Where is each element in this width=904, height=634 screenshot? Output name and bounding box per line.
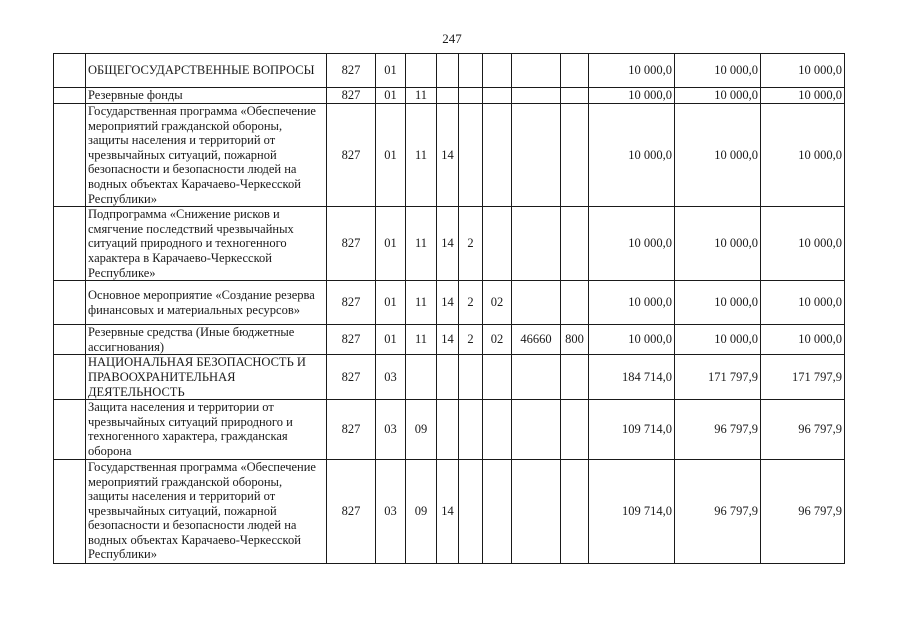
code-cell: 11 (406, 104, 437, 207)
table-row (54, 54, 845, 88)
amount-cell: 96 797,9 (761, 400, 845, 459)
code-cell (483, 355, 512, 400)
table-row (54, 207, 845, 281)
code-cell (437, 54, 459, 88)
amount-cell: 10 000,0 (675, 281, 761, 325)
code-cell (561, 104, 589, 207)
code-cell: 09 (406, 459, 437, 563)
code-cell: 827 (327, 54, 376, 88)
amount-cell: 10 000,0 (589, 281, 675, 325)
item-name-cell: Резервные средства (Иные бюджетные ассигнования) (86, 325, 327, 355)
code-cell (459, 54, 483, 88)
code-cell: 01 (376, 281, 406, 325)
code-cell: 14 (437, 281, 459, 325)
code-cell (561, 207, 589, 281)
code-cell: 2 (459, 325, 483, 355)
amount-cell: 10 000,0 (675, 88, 761, 104)
code-cell: 01 (376, 104, 406, 207)
amount-cell: 10 000,0 (589, 54, 675, 88)
code-cell: 11 (406, 281, 437, 325)
code-cell: 827 (327, 281, 376, 325)
item-name-cell: Государственная программа «Обеспечение мероприятий гражданской обороны, защиты населения и территорий от чрезвычайных ситуаций, пожарной безопасности и безопасности людей на водных объектах Карачаево-Черкесской Республики» (86, 459, 327, 563)
item-name-cell: Государственная программа «Обеспечение мероприятий гражданской обороны, защиты населения и территорий от чрезвычайных ситуаций, пожарной безопасности и безопасности людей на водных объектах Карачаево-Черкесской Республики» (86, 104, 327, 207)
code-cell (483, 54, 512, 88)
code-cell: 14 (437, 207, 459, 281)
amount-cell: 96 797,9 (675, 459, 761, 563)
table-row (54, 104, 845, 207)
code-cell: 2 (459, 281, 483, 325)
code-cell (483, 88, 512, 104)
amount-cell: 10 000,0 (675, 207, 761, 281)
code-cell: 14 (437, 325, 459, 355)
code-cell: 827 (327, 459, 376, 563)
item-name-cell: Основное мероприятие «Создание резерва финансовых и материальных ресурсов» (86, 281, 327, 325)
code-cell (437, 355, 459, 400)
code-cell (483, 400, 512, 459)
item-name-cell: ОБЩЕГОСУДАРСТВЕННЫЕ ВОПРОСЫ (86, 54, 327, 88)
code-cell (437, 400, 459, 459)
row-number-cell (54, 54, 86, 88)
amount-cell: 10 000,0 (761, 281, 845, 325)
code-cell (483, 459, 512, 563)
code-cell (483, 104, 512, 207)
code-cell (512, 207, 561, 281)
amount-cell: 171 797,9 (761, 355, 845, 400)
code-cell (512, 88, 561, 104)
code-cell (483, 207, 512, 281)
code-cell: 827 (327, 400, 376, 459)
code-cell (512, 355, 561, 400)
code-cell (406, 54, 437, 88)
amount-cell: 10 000,0 (761, 88, 845, 104)
table-row (54, 400, 845, 459)
amount-cell: 109 714,0 (589, 400, 675, 459)
code-cell (512, 400, 561, 459)
code-cell (561, 281, 589, 325)
code-cell: 46660 (512, 325, 561, 355)
code-cell (459, 88, 483, 104)
code-cell: 01 (376, 325, 406, 355)
row-number-cell (54, 355, 86, 400)
row-number-cell (54, 88, 86, 104)
table-row (54, 325, 845, 355)
row-number-cell (54, 459, 86, 563)
code-cell: 827 (327, 355, 376, 400)
code-cell (459, 400, 483, 459)
code-cell: 09 (406, 400, 437, 459)
amount-cell: 10 000,0 (589, 88, 675, 104)
amount-cell: 96 797,9 (761, 459, 845, 563)
amount-cell: 96 797,9 (675, 400, 761, 459)
item-name-cell: НАЦИОНАЛЬНАЯ БЕЗОПАСНОСТЬ И ПРАВООХРАНИТЕЛЬНАЯ ДЕЯТЕЛЬНОСТЬ (86, 355, 327, 400)
code-cell: 14 (437, 104, 459, 207)
code-cell (459, 459, 483, 563)
item-name-cell: Резервные фонды (86, 88, 327, 104)
code-cell (512, 54, 561, 88)
row-number-cell (54, 281, 86, 325)
row-number-cell (54, 104, 86, 207)
code-cell: 11 (406, 88, 437, 104)
budget-table (53, 53, 845, 564)
code-cell: 01 (376, 54, 406, 88)
table-row (54, 355, 845, 400)
code-cell (437, 88, 459, 104)
amount-cell: 10 000,0 (675, 54, 761, 88)
code-cell (561, 54, 589, 88)
amount-cell: 10 000,0 (761, 54, 845, 88)
amount-cell: 10 000,0 (761, 104, 845, 207)
item-name-cell: Защита населения и территории от чрезвычайных ситуаций природного и техногенного характера, гражданская оборона (86, 400, 327, 459)
code-cell (561, 459, 589, 563)
row-number-cell (54, 325, 86, 355)
code-cell (459, 355, 483, 400)
amount-cell: 184 714,0 (589, 355, 675, 400)
code-cell: 827 (327, 207, 376, 281)
table-row (54, 459, 845, 563)
table-row (54, 88, 845, 104)
code-cell: 11 (406, 207, 437, 281)
row-number-cell (54, 207, 86, 281)
code-cell: 01 (376, 207, 406, 281)
code-cell: 03 (376, 355, 406, 400)
amount-cell: 10 000,0 (675, 325, 761, 355)
amount-cell: 109 714,0 (589, 459, 675, 563)
code-cell: 800 (561, 325, 589, 355)
amount-cell: 10 000,0 (589, 104, 675, 207)
code-cell (561, 400, 589, 459)
table-row (54, 281, 845, 325)
amount-cell: 10 000,0 (761, 207, 845, 281)
code-cell (512, 459, 561, 563)
code-cell: 03 (376, 400, 406, 459)
code-cell (561, 355, 589, 400)
row-number-cell (54, 400, 86, 459)
amount-cell: 10 000,0 (761, 325, 845, 355)
amount-cell: 171 797,9 (675, 355, 761, 400)
code-cell (512, 104, 561, 207)
page-number: 247 (442, 31, 462, 46)
code-cell (512, 281, 561, 325)
code-cell: 01 (376, 88, 406, 104)
code-cell: 2 (459, 207, 483, 281)
code-cell (406, 355, 437, 400)
item-name-cell: Подпрограмма «Снижение рисков и смягчение последствий чрезвычайных ситуаций природного и техногенного характера в Карачаево-Черкесской Республике» (86, 207, 327, 281)
code-cell: 827 (327, 104, 376, 207)
code-cell: 827 (327, 325, 376, 355)
amount-cell: 10 000,0 (589, 325, 675, 355)
code-cell: 11 (406, 325, 437, 355)
code-cell: 02 (483, 281, 512, 325)
code-cell: 14 (437, 459, 459, 563)
code-cell: 827 (327, 88, 376, 104)
code-cell (561, 88, 589, 104)
code-cell (459, 104, 483, 207)
amount-cell: 10 000,0 (675, 104, 761, 207)
code-cell: 02 (483, 325, 512, 355)
amount-cell: 10 000,0 (589, 207, 675, 281)
code-cell: 03 (376, 459, 406, 563)
